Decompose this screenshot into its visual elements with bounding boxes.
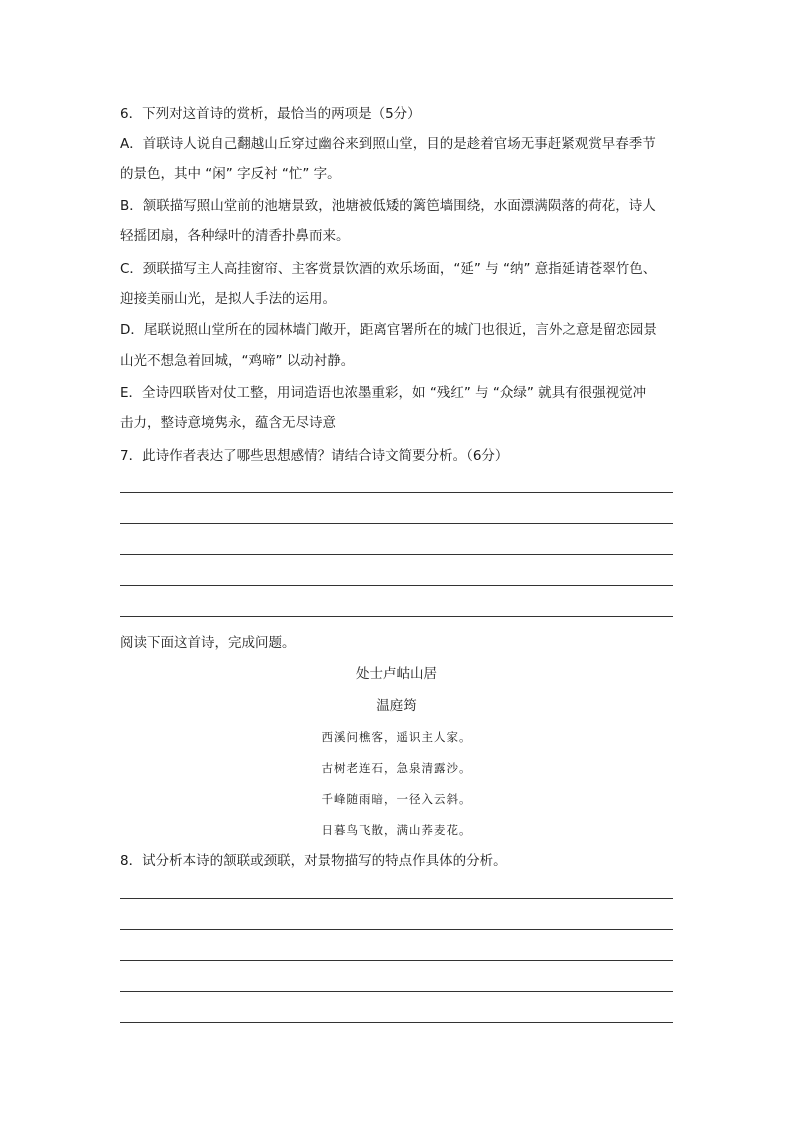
q6-option-c-line1: C．颈联描写主人高挂窗帘、主客赏景饮酒的欢乐场面，“延” 与 “纳” 意指延请苍翠竹色、 [120, 261, 657, 277]
answer-line[interactable] [120, 616, 673, 617]
poem-line-3: 千峰随雨暗，一径入云斜。 [321, 792, 472, 806]
answer-line[interactable] [120, 898, 673, 899]
answer-line[interactable] [120, 585, 673, 586]
poem-author: 温庭筠 [376, 698, 417, 714]
poem-line-2: 古树老连石，急泉清露沙。 [321, 761, 472, 775]
question-6-stem: 6．下列对这首诗的赏析，最恰当的两项是（5分） [120, 106, 421, 122]
poem-title: 处士卢岵山居 [356, 666, 437, 682]
poem-line-1: 西溪问樵客，遥识主人家。 [321, 730, 472, 744]
q6-option-c-line2: 迎接美丽山光，是拟人手法的运用。 [120, 291, 336, 307]
q6-option-e-line2: 击力，整诗意境隽永，蕴含无尽诗意 [120, 415, 336, 431]
question-7-stem: 7．此诗作者表达了哪些思想感情？请结合诗文简要分析。（6分） [120, 448, 509, 464]
reading-instruction: 阅读下面这首诗，完成问题。 [120, 635, 296, 651]
q6-option-e-line1: E．全诗四联皆对仗工整，用词造语也浓墨重彩，如 “残红” 与 “众绿” 就具有很强视觉冲 [120, 385, 647, 401]
q6-option-a-line2: 的景色，其中 “闲” 字反衬 “忙” 字。 [120, 166, 341, 182]
q6-option-b-line1: B．颔联描写照山堂前的池塘景致，池塘被低矮的篱笆墙围绕，水面漂满陨落的荷花，诗人 [120, 198, 656, 214]
answer-line[interactable] [120, 523, 673, 524]
q6-option-a-line1: A．首联诗人说自己翻越山丘穿过幽谷来到照山堂，目的是趁着官场无事赶紧观赏早春季节 [120, 136, 656, 152]
q6-option-d-line2: 山光不想急着回城，“鸡啼” 以动衬静。 [120, 353, 355, 369]
answer-line[interactable] [120, 554, 673, 555]
q6-option-d-line1: D．尾联说照山堂所在的园林墙门敞开，距离官署所在的城门也很近，言外之意是留恋园景 [120, 322, 657, 338]
answer-line[interactable] [120, 960, 673, 961]
answer-line[interactable] [120, 1022, 673, 1023]
poem-line-4: 日暮鸟飞散，满山荞麦花。 [321, 823, 472, 837]
question-8-stem: 8．试分析本诗的颔联或颈联，对景物描写的特点作具体的分析。 [120, 853, 507, 869]
answer-line[interactable] [120, 492, 673, 493]
answer-line[interactable] [120, 929, 673, 930]
q6-option-b-line2: 轻摇团扇，各种绿叶的清香扑鼻而来。 [120, 228, 350, 244]
answer-line[interactable] [120, 991, 673, 992]
